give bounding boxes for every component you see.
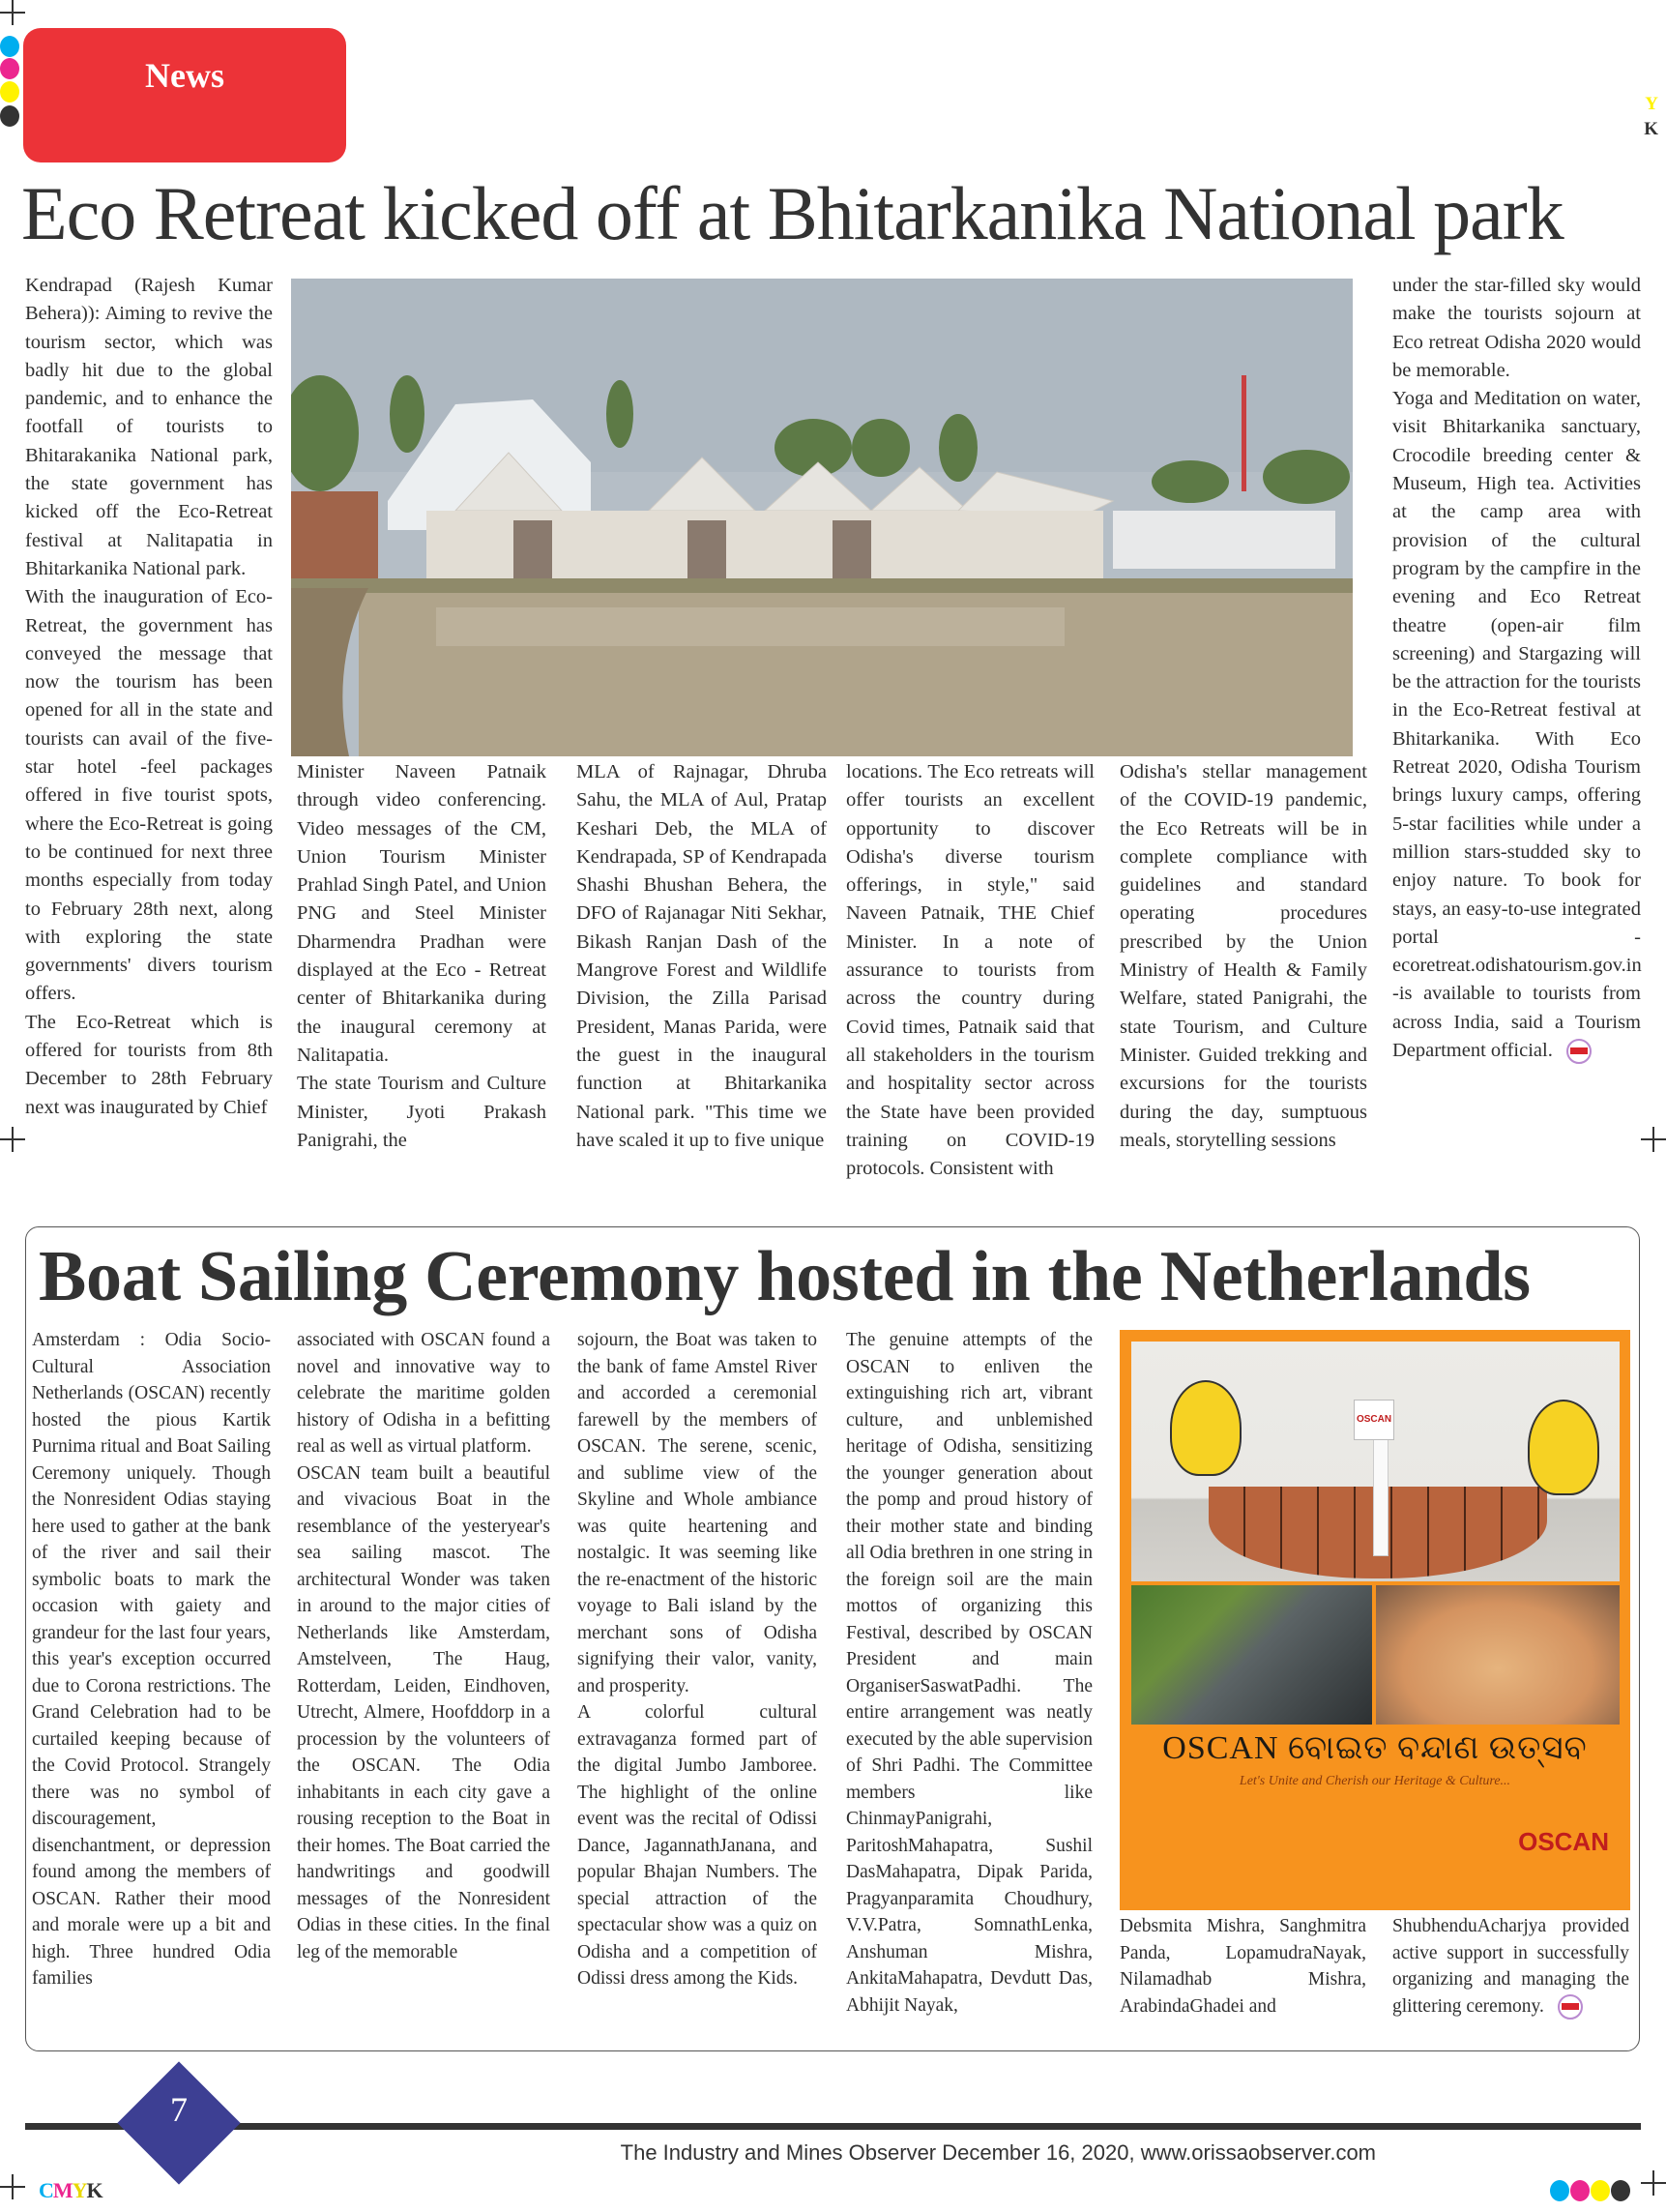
article1-column-2 xyxy=(297,758,546,1155)
article1-column-4 xyxy=(846,758,1095,1183)
registration-mark-icon xyxy=(0,1127,25,1152)
article1-paragraph: With the inauguration of Eco-Retreat, the government has conveyed the message that now the tourism has been opened for all in the state and tourists can avail of the five-star hotel -feel packages offered in five tourist spots, where the Eco-Retreat is going to be continued for next three months especially from today to February 28th next, along with exploring the state governments' divers tourism offers. xyxy=(25,586,273,1005)
article1-paragraph: locations. The Eco retreats will offer tourists an excellent opportunity to discover Odisha's diverse tourism offerings, in style," said Naveen Patnaik, THE Chief Minister. In a note of assurance to tourists from across the country during Covid times, Patnaik said that all stakeholders in the tourism and hospitality sector across the State have been provided training on COVID-19 protocols. Consistent with xyxy=(846,761,1095,1180)
article1-headline: Eco Retreat kicked off at Bhitarkanika National park xyxy=(21,171,1564,255)
cmyk-c: C xyxy=(39,2178,53,2202)
oscan-flag: OSCAN xyxy=(1354,1400,1394,1440)
cmyk-y: Y xyxy=(72,2178,87,2202)
yellow-dot-icon xyxy=(1591,2180,1610,2201)
article1-paragraph: The state Tourism and Culture Minister, Jyoti Prakash Panigrahi, the xyxy=(297,1073,546,1151)
article1-paragraph: The Eco-Retreat which is offered for tourists from 8th December to 28th February next was inaugurated by Chief xyxy=(25,1011,273,1118)
yellow-dot-icon xyxy=(0,81,19,103)
article2-paragraph: OSCAN team built a beautiful and vivacious Boat in the resemblance of the yesteryear's sea sailing mascot. The architectural Wonder was taken in around to the major cities of Netherlands like Amsterdam, Amstelveen, The Haug, Rotterdam, Leiden, Eindhoven, Utrecht, Almere, Hoofddorp in a procession by the volunteers of the OSCAN. The Odia inhabitants in each city gave a rousing reception to the Boat in their homes. The Boat carried the handwritings and goodwill messages of the Nonresident Odias in these cities. In the final leg of the memorable xyxy=(297,1462,550,1962)
duck-head-right-icon xyxy=(1528,1400,1599,1495)
river-sailing-photo xyxy=(1131,1585,1372,1725)
magenta-dot-icon xyxy=(1570,2180,1590,2201)
article1-column-3 xyxy=(576,758,827,1155)
article2-paragraph: sojourn, the Boat was taken to the bank of fame Amstel River and accorded a ceremonial farewell by the members of OSCAN. The serene, scenic, and sublime view of the Skyline and Whole ambiance was quite heartening and nostalgic. It was seeming like the re-enactment of the historic voyage to Bali island by the merchant sons of Odisha signifying their valor, vanity, and prosperity. xyxy=(577,1330,817,1696)
article2-column-5 xyxy=(1120,1913,1366,2020)
registration-mark-icon xyxy=(0,2174,25,2199)
article2-paragraph-text: ShubhenduAcharjya provided active support in successfully organizing and managing the glittering ceremony. xyxy=(1392,1916,1629,2017)
article2-paragraph: Debsmita Mishra, Sanghmitra Panda, LopamudraNayak, Nilamadhab Mishra, ArabindaGhadei and xyxy=(1120,1916,1366,2017)
boat-model-photo xyxy=(1131,1342,1620,1581)
footer-rule xyxy=(25,2123,1641,2130)
eco-retreat-photo xyxy=(291,279,1353,756)
oscan-logo: OSCAN xyxy=(1518,1827,1609,1856)
article2-headline: Boat Sailing Ceremony hosted in the Netherlands xyxy=(39,1237,1531,1316)
article2-column-1 xyxy=(32,1327,271,1992)
article2-column-2 xyxy=(297,1327,550,1965)
article2-column-6 xyxy=(1392,1913,1629,2020)
page-number: 7 xyxy=(170,2090,188,2129)
cyan-dot-icon xyxy=(1550,2180,1569,2201)
magenta-dot-icon xyxy=(0,58,19,79)
article1-paragraph: Minister Naveen Patnaik through video conferencing. Video messages of the CM, Union Tourism Minister Prahlad Singh Patel, and Union PNG and Steel Minister Dharmendra Pradhan were displayed at the Eco - Retreat center of Bhitarkanika during the inaugural ceremony at Nalitapatia. xyxy=(297,761,546,1066)
poster-title: OSCAN ବୋଇତ ବନ୍ଦାଣ ଉତ୍ସବ xyxy=(1162,1730,1588,1766)
cmyk-mark xyxy=(39,2178,102,2203)
registration-mark-icon xyxy=(1641,1127,1666,1152)
article2-column-3 xyxy=(577,1327,817,1992)
article2-paragraph: The genuine attempts of the OSCAN to enliven the extinguishing rich art, vibrant culture, and unblemished heritage of Odisha, sensitizing the younger generation about the pomp and proud history of their mother state and binding all Odia brethren in one string in the foreign soil are the main mottos of organizing this Festival, described by OSCAN President and main OrganiserSaswatPadhi. The entire arrangement was neatly executed by the able supervision of Shri Padhi. The Committee members like ChinmayPanigrahi, ParitoshMahapatra, Sushil DasMahapatra, Dipak Parida, Pragyanparamita Choudhury, V.V.Patra, SomnathLenka, Anshuman Mishra, AnkitaMahapatra, Devdutt Das, Abhijit Nayak, xyxy=(846,1330,1093,2016)
article1-paragraph xyxy=(1392,385,1641,1065)
article1-paragraph: Kendrapad (Rajesh Kumar Behera)): Aiming to revive the tourism sector, which was badly hit due to the global pandemic, and to enhance the footfall of tourists to Bhitarakanika National park, the state government has kicked off the Eco-Retreat festival at Nalitapatia in Bhitarkanika National park. xyxy=(25,275,273,579)
duck-head-left-icon xyxy=(1170,1380,1242,1476)
section-tab xyxy=(23,28,346,162)
article1-paragraph: MLA of Rajnagar, Dhruba Sahu, the MLA of Aul, Pratap Keshari Deb, the MLA of Kendrapada, SP of Kendrapada Shashi Bhushan Behera, the DFO of Rajanagar Niti Sekhar, Bikash Ranjan Dash of the Mangrove Forest and Wildlife Division, the Zilla Parisad President, Manas Parida, were the guest in the inaugural function at Bhitarkanika National park. "This time we have scaled it up to five unique xyxy=(576,761,827,1151)
footer-publication-line: The Industry and Mines Observer December 16, 2020, www.orissaobserver.com xyxy=(620,2140,1376,2165)
article2-paragraph: Amsterdam : Odia Socio-Cultural Association Netherlands (OSCAN) recently hosted the pious Kartik Purnima ritual and Boat Sailing Ceremony uniquely. Though the Nonresident Odias staying here used to gather at the bank of the river and sail their symbolic boats to mark the occasion with gaiety and grandeur for the last four years, this year's exception occurred due to Corona restrictions. The Grand Celebration had to be curtailed keeping because of the Covid Protocol. Strangely there was no symbol of discouragement, disenchantment, or depression found among the members of OSCAN. Rather their mood and morale were up a bit and high. Three hundred Odia families xyxy=(32,1330,271,1989)
boat-messages-photo xyxy=(1376,1585,1620,1725)
poster-tagline: Let's Unite and Cherish our Heritage & Culture... xyxy=(1239,1774,1511,1788)
article1-paragraph-text: Yoga and Meditation on water, visit Bhitarkanika sanctuary, Crocodile breeding center & Museum, High tea. Activities at the camp area with provision of the cultural program by the campfire in the evening and Eco Retreat theatre (open-air film screening) and Stargazing will be the attraction for the tourists in the Eco-Retreat festival at Bhitarkanika. With Eco Retreat 2020, Odisha Tourism brings luxury camps, offering 5-star facilities while under a million stars-studded sky to enjoy nature. To book for stays, an easy-to-use integrated portal - ecoretreat.odishatourism.gov.in -is available to tourists from across India, said a Tourism Department official. xyxy=(1392,388,1642,1062)
cyan-dot-icon xyxy=(0,36,19,57)
end-mark-icon xyxy=(1566,1039,1592,1064)
article1-paragraph: under the star-filled sky would make the tourists sojourn at Eco retreat Odisha 2020 would be memorable. xyxy=(1392,275,1641,381)
color-mark-k: K xyxy=(1644,119,1658,139)
article1-column-5 xyxy=(1120,758,1367,1155)
article2-column-4 xyxy=(846,1327,1093,2019)
article1-column-6 xyxy=(1392,272,1641,1065)
cmyk-k: K xyxy=(86,2178,102,2202)
color-mark-y: Y xyxy=(1645,94,1658,114)
registration-mark-icon xyxy=(1641,2170,1666,2196)
end-mark-icon xyxy=(1558,1994,1583,2020)
article1-column-1 xyxy=(25,272,273,1122)
oscan-boat-poster xyxy=(1120,1330,1630,1910)
cmyk-m: M xyxy=(52,2178,73,2202)
photo-eco-retreat-tents-icon xyxy=(291,279,1353,756)
article2-paragraph: A colorful cultural extravaganza formed part of the digital Jumbo Jamboree. The highlight of the online event was the recital of Odissi Dance, JagannathJanana, and popular Bhajan Numbers. The special attraction of the spectacular show was a quiz on Odisha and a competition of Odissi dress among the Kids. xyxy=(577,1702,817,1989)
registration-mark-icon xyxy=(0,0,25,25)
section-tab-label: News xyxy=(145,56,224,95)
article2-paragraph: associated with OSCAN found a novel and innovative way to celebrate the maritime golden history of Odisha in a befitting real as well as virtual platform. xyxy=(297,1330,550,1457)
black-dot-icon xyxy=(0,105,19,127)
article1-paragraph: Odisha's stellar management of the COVID-19 pandemic, the Eco Retreats will be in complete compliance with guidelines and standard operating procedures prescribed by the Union Ministry of Health & Family Welfare, stated Panigrahi, the state Tourism, and Culture Minister. Guided trekking and excursions for the tourists during the day, sumptuous meals, storytelling sessions xyxy=(1120,761,1367,1151)
black-dot-icon xyxy=(1611,2180,1630,2201)
article2-paragraph xyxy=(1392,1913,1629,2020)
